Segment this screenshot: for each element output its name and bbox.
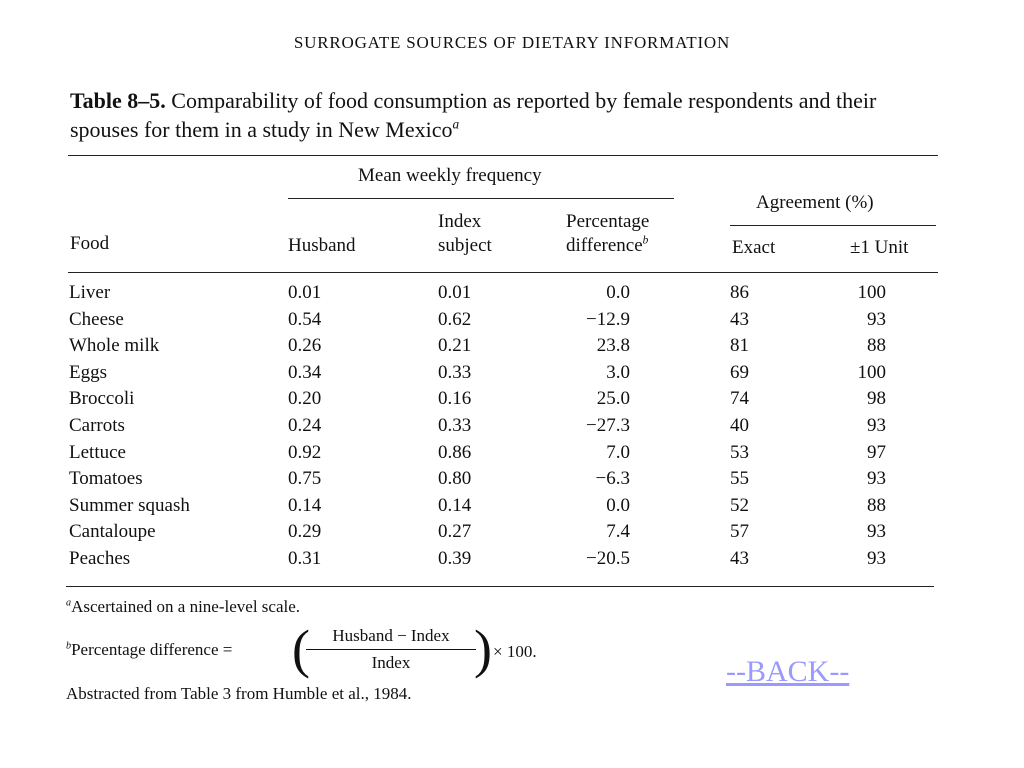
cell-index-subject: 0.14 <box>438 495 472 516</box>
table-row <box>0 521 1024 547</box>
cell-exact: 74 <box>730 388 749 409</box>
cell-one-unit: 88 <box>867 335 886 356</box>
table-row <box>0 335 1024 361</box>
cell-food: Eggs <box>69 362 107 383</box>
cell-percentage-difference: 7.4 <box>606 521 630 542</box>
cell-index-subject: 0.01 <box>438 282 472 303</box>
cell-husband: 0.24 <box>288 415 322 436</box>
cell-index-subject: 0.16 <box>438 388 472 409</box>
table-row <box>0 442 1024 468</box>
cell-husband: 0.14 <box>288 495 322 516</box>
formula-denominator: Index <box>371 653 411 672</box>
cell-exact: 43 <box>730 309 749 330</box>
table-row <box>0 362 1024 388</box>
index-column-header-line1: Index <box>438 211 482 232</box>
cell-percentage-difference: 25.0 <box>596 388 630 409</box>
cell-index-subject: 0.33 <box>438 415 472 436</box>
formula-suffix: × 100. <box>493 642 537 661</box>
header-bottom-rule <box>68 272 938 273</box>
exact-column-header: Exact <box>732 237 776 258</box>
cell-exact: 52 <box>730 495 749 516</box>
cell-exact: 81 <box>730 335 749 356</box>
cell-food: Peaches <box>69 548 131 569</box>
agreement-group-rule <box>730 225 936 226</box>
cell-food: Tomatoes <box>69 468 143 489</box>
cell-food: Summer squash <box>69 495 190 516</box>
cell-husband: 0.92 <box>288 442 322 463</box>
formula-numerator: Husband − Index <box>306 626 476 650</box>
cell-index-subject: 0.86 <box>438 442 472 463</box>
table-row <box>0 282 1024 308</box>
table-row <box>0 548 1024 574</box>
cell-husband: 0.29 <box>288 521 322 542</box>
left-paren: ( <box>292 619 310 679</box>
cell-percentage-difference: −6.3 <box>595 468 630 489</box>
cell-percentage-difference: 0.0 <box>606 282 630 303</box>
cell-percentage-difference: −12.9 <box>586 309 630 330</box>
mean-weekly-frequency-header: Mean weekly frequency <box>358 165 542 186</box>
husband-column-header: Husband <box>288 235 356 256</box>
cell-percentage-difference: 3.0 <box>606 362 630 383</box>
table-row <box>0 468 1024 494</box>
footnote-b-label: $^b$Percentage difference = <box>66 640 233 659</box>
cell-exact: 86 <box>730 282 749 303</box>
cell-one-unit: 93 <box>867 521 886 542</box>
index-column-header-line2: subject <box>438 235 492 256</box>
cell-food: Cheese <box>69 309 124 330</box>
cell-one-unit: 100 <box>857 282 886 303</box>
cell-exact: 55 <box>730 468 749 489</box>
cell-husband: 0.31 <box>288 548 322 569</box>
caption-note-mark: a <box>452 116 460 132</box>
table-label: Table 8–5. <box>70 88 166 113</box>
cell-percentage-difference: 7.0 <box>606 442 630 463</box>
cell-exact: 43 <box>730 548 749 569</box>
cell-one-unit: 88 <box>867 495 886 516</box>
cell-one-unit: 93 <box>867 309 886 330</box>
table-row <box>0 415 1024 441</box>
cell-index-subject: 0.80 <box>438 468 472 489</box>
cell-food: Liver <box>69 282 111 303</box>
cell-index-subject: 0.21 <box>438 335 472 356</box>
cell-exact: 57 <box>730 521 749 542</box>
cell-husband: 0.20 <box>288 388 322 409</box>
table-bottom-rule <box>66 586 934 587</box>
cell-index-subject: 0.33 <box>438 362 472 383</box>
agreement-header: Agreement (%) <box>756 192 874 213</box>
cell-one-unit: 100 <box>857 362 886 383</box>
table-row <box>0 495 1024 521</box>
mean-group-rule <box>288 198 674 199</box>
table-top-rule <box>68 155 938 156</box>
cell-husband: 0.75 <box>288 468 322 489</box>
cell-percentage-difference: −20.5 <box>586 548 630 569</box>
table-row <box>0 309 1024 335</box>
footnote-a: $^a$Ascertained on a nine-level scale. <box>66 597 301 616</box>
cell-husband: 0.34 <box>288 362 322 383</box>
cell-one-unit: 97 <box>867 442 886 463</box>
source-note: Abstracted from Table 3 from Humble et al., 1984. <box>66 684 412 703</box>
cell-percentage-difference: 23.8 <box>596 335 630 356</box>
pct-column-header-line2: difference$^b$ <box>566 234 649 256</box>
back-link[interactable]: --BACK-- <box>726 655 850 688</box>
cell-percentage-difference: −27.3 <box>586 415 630 436</box>
cell-husband: 0.01 <box>288 282 322 303</box>
cell-food: Whole milk <box>69 335 160 356</box>
cell-husband: 0.26 <box>288 335 322 356</box>
right-paren: ) <box>474 619 492 679</box>
cell-food: Cantaloupe <box>69 521 156 542</box>
cell-food: Carrots <box>69 415 125 436</box>
cell-index-subject: 0.27 <box>438 521 472 542</box>
formula-fraction <box>306 626 476 673</box>
cell-one-unit: 93 <box>867 548 886 569</box>
cell-exact: 53 <box>730 442 749 463</box>
pct-column-header-line1: Percentage <box>566 211 650 232</box>
table-caption <box>70 86 950 144</box>
cell-one-unit: 98 <box>867 388 886 409</box>
cell-food: Broccoli <box>69 388 135 409</box>
table-row <box>0 388 1024 414</box>
cell-one-unit: 93 <box>867 415 886 436</box>
cell-index-subject: 0.62 <box>438 309 472 330</box>
page-header: SURROGATE SOURCES OF DIETARY INFORMATION <box>293 33 731 52</box>
cell-husband: 0.54 <box>288 309 322 330</box>
cell-exact: 69 <box>730 362 749 383</box>
food-column-header: Food <box>70 233 110 254</box>
cell-percentage-difference: 0.0 <box>606 495 630 516</box>
table-caption-text: Comparability of food consumption as reported by female respondents and their spouses for them in a study in New Mexico <box>70 88 877 142</box>
one-unit-column-header: ±1 Unit <box>850 237 909 258</box>
cell-index-subject: 0.39 <box>438 548 472 569</box>
cell-one-unit: 93 <box>867 468 886 489</box>
cell-exact: 40 <box>730 415 749 436</box>
cell-food: Lettuce <box>69 442 126 463</box>
